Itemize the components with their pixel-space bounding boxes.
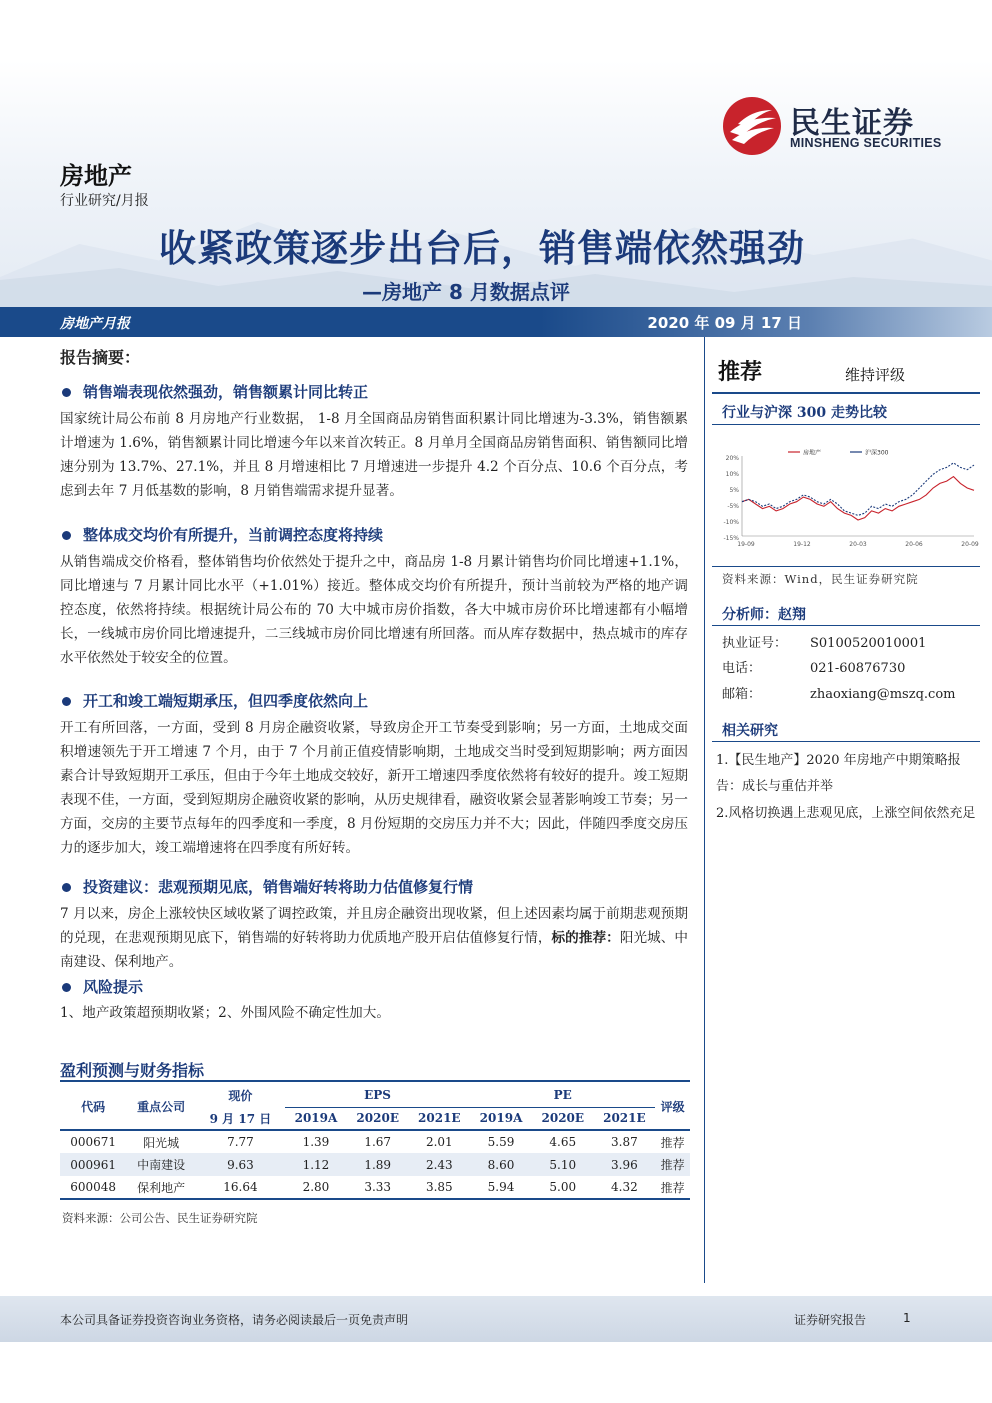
analyst-heading: 分析师：赵翔	[722, 607, 806, 623]
related-item: 1.【民生地产】2020 年房地产中期策略报告：成长与重估并举	[716, 753, 961, 794]
y-tick-label: 20%	[725, 455, 739, 462]
bullet-icon	[62, 883, 71, 892]
col-year: 2021E	[603, 1111, 646, 1126]
col-pe: PE	[470, 1084, 655, 1107]
x-tick-label: 20-06	[905, 541, 923, 548]
brand-name-en: MINSHENG SECURITIES	[790, 136, 942, 150]
y-tick-label: -15%	[723, 535, 739, 542]
footer-disclaimer: 本公司具备证券投资咨询业务资格，请务必阅读最后一页免责声明	[60, 1313, 409, 1327]
bullet-icon	[62, 983, 71, 992]
report-title: 收紧政策逐步出台后，销售端依然强劲	[159, 227, 805, 270]
col-year: 2021E	[418, 1111, 461, 1126]
col-year: 2019A	[479, 1111, 523, 1126]
col-year: 2020E	[356, 1111, 399, 1126]
analyst-email: 邮箱： zhaoxiang@mszq.com	[722, 687, 956, 702]
col-rating: 评级	[660, 1100, 685, 1114]
section-text: 国家统计局公布前 8 月房地产行业数据， 1-8 月全国商品房销售面积累计同比增速为-3.3%，销售额累计增速为 1.6%，销售额累计同比增速今年以来首次转正。8 月单月全国商品房销售面积、销售额同比增速分别为 13.7%、27.1%，并且 8 月增速相比 7 月增速进一步提升 4.2 个百分点、10.6 个百分点，考虑到去年 7 月低基数的影响，8 月销售端需求提升显著。	[60, 411, 688, 499]
report-date: 2020 年 09 月 17 日	[647, 314, 802, 332]
footer-doc-type: 证券研究报告	[794, 1313, 867, 1327]
pick-label: 标的推荐：	[551, 930, 620, 946]
table-source: 资料来源：公司公告、民生证券研究院	[62, 1211, 258, 1225]
section-text: 从销售端成交价格看，整体销售均价依然处于提升之中，商品房 1-8 月累计销售均价同比增速+1.1%，同比增速与 7 月累计同比水平（+1.01%）接近。整体成交均价有所提升，预计当前较为严格的地产调控态度，依然将持续。根据统计局公布的 70 大中城市房价指数，各大中城市房价环比增速都有小幅增长，一线城市房价同比增速提升，二三线城市房价同比增速有所回落。而从库存数据中，热点城市的库存水平依然处于较安全的位置。	[60, 554, 688, 666]
section-text: 1、地产政策超预期收紧；2、外围风险不确定性加大。	[60, 1005, 390, 1021]
x-tick-label: 19-09	[737, 541, 755, 548]
bar-report-label: 房地产月报	[60, 316, 130, 332]
sector-label: 房地产	[60, 162, 132, 190]
legend-label: 沪深300	[865, 449, 889, 457]
trend-chart	[712, 448, 982, 560]
y-tick-label: 5%	[729, 487, 739, 494]
related-item: 2.风格切换遇上悲观见底，上涨空间依然充足	[716, 806, 976, 821]
x-tick-label: 20-03	[849, 541, 867, 548]
col-price-top: 现价	[228, 1089, 253, 1103]
chart-heading: 行业与沪深 300 走势比较	[722, 405, 887, 421]
forecast-table	[60, 1084, 690, 1200]
y-tick-label: -10%	[723, 519, 739, 526]
minsheng-logo-icon	[722, 96, 782, 156]
chart-source: 资料来源：Wind，民生证券研究院	[722, 572, 919, 586]
section-heading: 开工和竣工端短期承压，但四季度依然向上	[60, 690, 368, 711]
col-year: 2019A	[294, 1111, 338, 1126]
column-divider	[704, 337, 705, 1283]
series-line-0	[742, 477, 974, 520]
table-row: 000961 中南建设 9.63 1.12 1.89 2.43 8.60 5.10 3.96 推荐	[60, 1153, 690, 1176]
series-line-1	[742, 463, 974, 516]
col-company: 重点公司	[137, 1100, 186, 1114]
bullet-icon	[62, 388, 71, 397]
report-type: 行业研究/月报	[60, 193, 149, 209]
table-row: 600048 保利地产 16.64 2.80 3.33 3.85 5.94 5.00 4.32 推荐	[60, 1176, 690, 1199]
section-heading: 整体成交均价有所提升，当前调控态度将持续	[60, 524, 383, 545]
summary-heading: 报告摘要：	[60, 348, 141, 367]
report-subtitle: —房地产 8 月数据点评	[362, 280, 570, 304]
page-number: 1	[903, 1311, 911, 1325]
bullet-icon	[62, 697, 71, 706]
footer	[0, 1296, 992, 1342]
col-year: 2020E	[541, 1111, 585, 1126]
col-eps: EPS	[285, 1084, 470, 1107]
brand-name-cn: 民生证券	[790, 106, 914, 141]
rating-label: 维持评级	[845, 366, 906, 384]
legend-label: 房地产	[803, 449, 822, 457]
section-heading: 风险提示	[60, 976, 143, 997]
y-tick-label: -5%	[727, 503, 739, 510]
x-tick-label: 19-12	[793, 541, 811, 548]
table-heading: 盈利预测与财务指标	[60, 1061, 205, 1080]
related-heading: 相关研究	[722, 723, 778, 739]
x-tick-label: 20-09	[961, 541, 979, 548]
y-tick-label: 10%	[725, 471, 739, 478]
section-text: 7 月以来，房企上涨较快区域收紧了调控政策，并且房企融资出现收紧，但上述因素均属于前期悲观预期的兑现，在悲观预期见底下，销售端的好转将助力优质地产股开启估值修复行情，标的推荐：阳光城、中南建设、保利地产。	[60, 906, 689, 970]
table-row: 000671 阳光城 7.77 1.39 1.67 2.01 5.59 4.65 3.87 推荐	[70, 1135, 685, 1150]
bullet-icon	[62, 531, 71, 540]
analyst-license: 执业证号： S0100520010001	[722, 636, 927, 651]
section-heading: 销售端表现依然强劲，销售额累计同比转正	[60, 381, 368, 402]
section-heading: 投资建议：悲观预期见底，销售端好转将助力估值修复行情	[60, 876, 473, 897]
analyst-phone: 电话： 021-60876730	[722, 661, 906, 676]
section-text: 开工有所回落，一方面，受到 8 月房企融资收紧，导致房企开工节奏受到影响；另一方面，土地成交面积增速领先于开工增速 7 个月，由于 7 个月前正值疫情影响期，土地成交当时受到短期影响；两方面因素合计导致短期开工承压，但由于今年土地成交较好，新开工增速四季度依然将有较好的提升。竣工短期表现不佳，一方面，受到短期房企融资收紧的影响，从历史规律看，融资收紧会显著影响竣工节奏；另一方面，交房的主要节点每年的四季度和一季度，8 月份短期的交房压力并不大；因此，伴随四季度交房压力的逐步加大，竣工端增速将在四季度有所好转。	[60, 720, 688, 856]
col-code: 代码	[81, 1100, 106, 1114]
brand-logo	[722, 96, 962, 156]
recommend-label: 推荐	[718, 360, 763, 385]
col-price-bottom: 9 月 17 日	[209, 1111, 272, 1126]
header-bar	[0, 307, 992, 337]
